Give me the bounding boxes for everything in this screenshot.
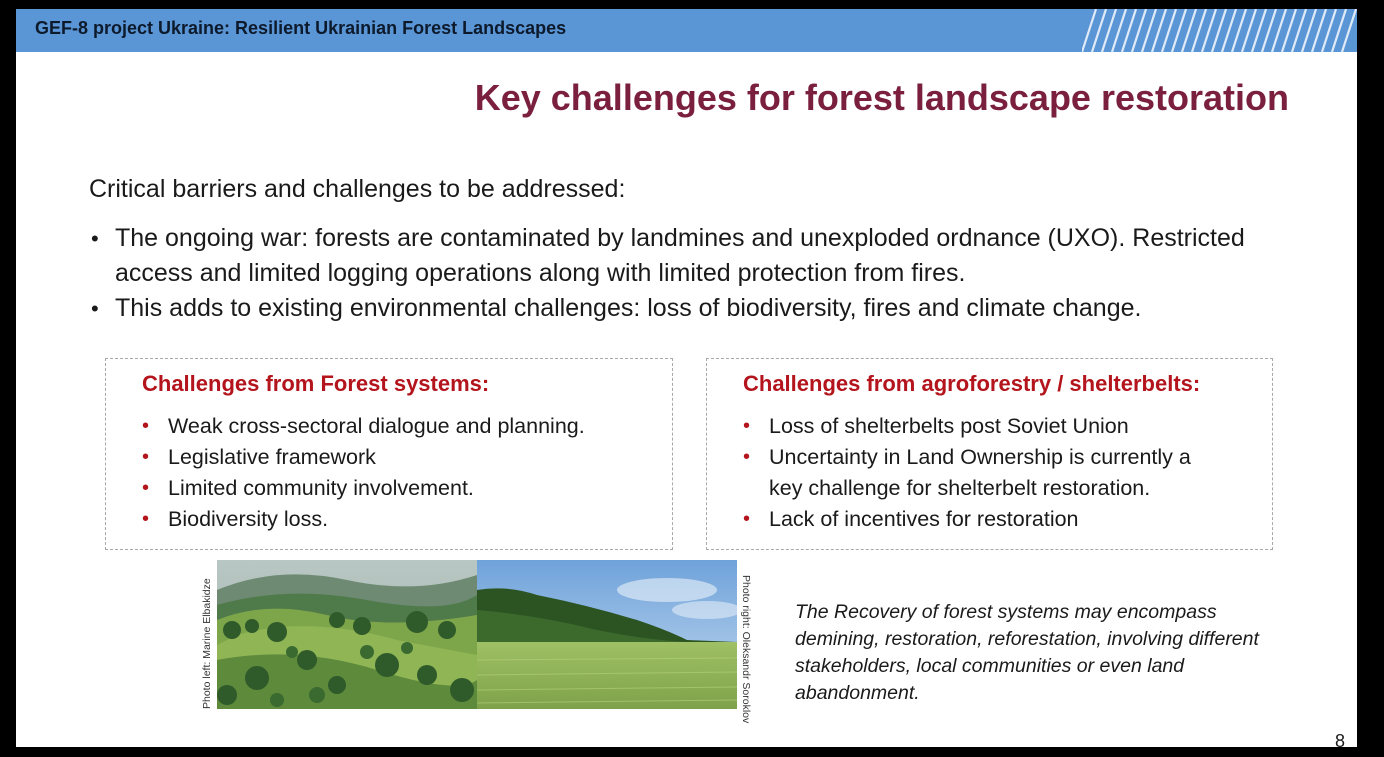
slide-title: Key challenges for forest landscape restoration <box>474 77 1289 118</box>
main-bullet-item <box>89 221 1319 291</box>
list-item <box>743 504 1223 535</box>
forest-challenges-heading: Challenges from Forest systems: <box>142 371 490 396</box>
list-item-text: Biodiversity loss. <box>168 507 329 531</box>
list-item-text: Loss of shelterbelts post Soviet Union <box>769 414 1129 438</box>
list-item <box>142 442 662 473</box>
list-item-text: Limited community involvement. <box>168 476 474 500</box>
header-stripes-decoration <box>1082 9 1357 52</box>
left-photo-credit: Photo left: Marine Elbakidze <box>201 578 213 709</box>
bullet-icon: • <box>142 508 150 530</box>
bullet-icon: • <box>743 446 751 468</box>
intro-text: Critical barriers and challenges to be addressed: <box>89 175 626 203</box>
agroforestry-challenges-box <box>706 358 1273 550</box>
bullet-icon: • <box>743 415 751 437</box>
bullet-icon: • <box>743 508 751 530</box>
agroforestry-challenges-heading: Challenges from agroforestry / shelterbelts: <box>743 371 1201 396</box>
bullet-icon: • <box>91 296 99 321</box>
agroforestry-challenges-list <box>743 411 1223 535</box>
bullet-icon: • <box>142 415 150 437</box>
list-item-text: Legislative framework <box>168 445 376 469</box>
wheat-field-photo <box>477 560 737 709</box>
page-number: 8 <box>1334 731 1345 747</box>
main-bullet-text: The ongoing war: forests are contaminated by landmines and unexploded ordnance (UXO). Restricted access and limited logging operations along with limited protection from fires. <box>115 224 1245 287</box>
list-item <box>142 504 662 535</box>
forest-challenges-list <box>142 411 662 535</box>
bullet-icon: • <box>91 226 99 251</box>
slide <box>16 9 1357 747</box>
list-item-text: Lack of incentives for restoration <box>769 507 1079 531</box>
list-item <box>743 411 1223 442</box>
list-item-text: Uncertainty in Land Ownership is currently a key challenge for shelterbelt restoration. <box>769 445 1191 500</box>
header-title: GEF-8 project Ukraine: Resilient Ukrainian Forest Landscapes <box>35 18 567 38</box>
list-item <box>142 473 662 504</box>
right-photo-credit: Photo right: Oleksandr Soroklov <box>740 575 752 724</box>
list-item-text: Weak cross-sectoral dialogue and planning. <box>168 414 585 438</box>
main-bullet-item <box>89 291 1319 326</box>
recovery-caption: The Recovery of forest systems may encompass demining, restoration, reforestation, involving different stakeholders, local communities or even land abandonment. <box>795 601 1259 704</box>
main-bullet-text: This adds to existing environmental challenges: loss of biodiversity, fires and climate change. <box>115 294 1142 322</box>
bullet-icon: • <box>142 477 150 499</box>
header-bar <box>16 9 1357 52</box>
list-item <box>142 411 662 442</box>
forest-challenges-box <box>105 358 673 550</box>
forest-landscape-photo <box>217 560 477 709</box>
list-item <box>743 442 1223 504</box>
main-bullet-list <box>89 221 1319 326</box>
bullet-icon: • <box>142 446 150 468</box>
